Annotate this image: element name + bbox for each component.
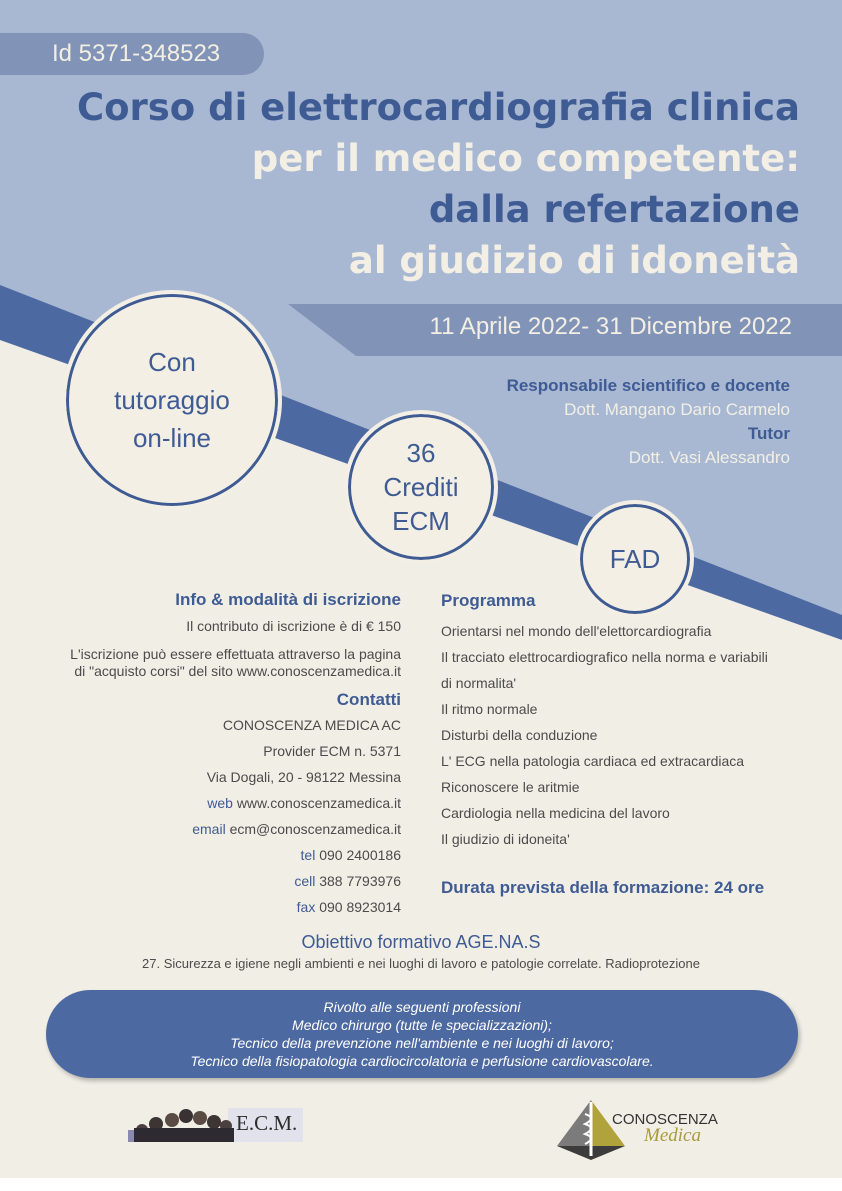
conoscenza-medica-logo-text [612,1112,718,1144]
tutoraggio-line-1: Con [148,347,196,377]
programma-item: Disturbi della conduzione [441,727,598,743]
tutoraggio-badge [62,290,282,510]
programma-heading: Programma [441,591,536,610]
title-line-4: al giudizio di idoneità [348,239,800,282]
programma-item: Riconoscere le aritmie [441,779,580,795]
professioni-item: Tecnico della prevenzione nell'ambiente e nei luoghi di lavoro; [230,1035,614,1051]
programma-item: Cardiologia nella medicina del lavoro [441,805,670,821]
crediti-unit: ECM [392,506,450,536]
course-dates: 11 Aprile 2022- 31 Dicembre 2022 [429,313,792,340]
durata-text: Durata prevista della formazione: 24 ore [441,878,765,897]
programma-column [441,588,768,900]
crediti-badge [344,410,498,564]
professioni-item: Medico chirurgo (tutte le specializzazioni); [292,1017,552,1033]
programma-item: di normalita' [441,675,517,691]
obiettivo-text: 27. Sicurezza e igiene negli ambienti e nei luoghi di lavoro e patologie correlate. Radioprotezione [142,956,700,971]
fax-label: fax [296,899,316,915]
professioni-banner [46,990,798,1078]
programma-item: L' ECG nella patologia cardiaca ed extracardiaca [441,753,745,769]
tutoraggio-line-2: tutoraggio [114,385,230,415]
contatti-email [70,816,401,842]
contatti-address: Via Dogali, 20 - 98122 Messina [206,769,401,785]
crediti-label: Crediti [383,472,459,502]
contatti-web [70,790,401,816]
title-line-2: per il medico competente: [251,137,800,180]
programma-item: Orientarsi nel mondo dell'elettorcardiografia [441,623,712,639]
web-label: web [207,795,233,811]
fax-number: 090 8923014 [319,899,401,915]
responsabile-block [507,374,790,470]
obiettivo-block [0,930,842,974]
title-line-1: Corso di elettrocardiografia clinica [76,86,800,129]
ecm-logo-label: E.C.M. [236,1111,298,1135]
responsabile-name: Dott. Mangano Dario Carmelo [564,400,790,419]
email-label: email [192,821,226,837]
obiettivo-heading: Obiettivo formativo AGE.NA.S [301,932,541,952]
contatti-heading: Contatti [336,690,401,709]
professioni-item: Tecnico della fisiopatologia cardiocircolatoria e perfusione cardiovascolare. [190,1053,654,1069]
cell-label: cell [294,873,316,889]
fad-label: FAD [609,543,661,574]
professioni-heading: Rivolto alle seguenti professioni [323,999,521,1015]
footer-strip [0,1178,842,1191]
course-id-badge: Id 5371-348523 [0,33,264,75]
tutoraggio-line-3: on-line [132,423,212,453]
programma-item: Il ritmo normale [441,701,538,717]
contatti-provider: Provider ECM n. 5371 [263,743,401,759]
info-heading: Info & modalità di iscrizione [175,590,401,609]
info-contatti-column [70,588,401,920]
title-line-3: dalla refertazione [428,188,800,231]
programma-item: Il giudizio di idoneita' [441,831,570,847]
contatti-cell [70,868,401,894]
course-title [77,82,800,286]
info-contributo: Il contributo di iscrizione è di € 150 [186,618,401,634]
info-iscrizione-2: di "acquisto corsi" del sito www.conoscenzamedica.it [74,663,401,679]
tutor-heading: Tutor [747,424,790,443]
tutor-name: Dott. Vasi Alessandro [628,448,790,467]
info-iscrizione-1: L'iscrizione può essere effettuata attraverso la pagina [70,646,401,662]
programma-item: Il tracciato elettrocardiografico nella norma e variabili [441,649,768,665]
crediti-number: 36 [406,438,436,468]
tel-label: tel [300,847,316,863]
cell-number: 388 7793976 [319,873,401,889]
tel-number: 090 2400186 [319,847,401,863]
contatti-fax [70,894,401,920]
cm-logo-bottom: Medica [644,1125,701,1146]
email-link[interactable]: ecm@conoscenzamedica.it [229,821,401,837]
cm-logo-top: CONOSCENZA [612,1111,718,1128]
responsabile-heading: Responsabile scientifico e docente [506,376,790,395]
contatti-tel [70,842,401,868]
web-link[interactable]: www.conoscenzamedica.it [236,795,401,811]
contatti-company: CONOSCENZA MEDICA AC [222,717,401,733]
